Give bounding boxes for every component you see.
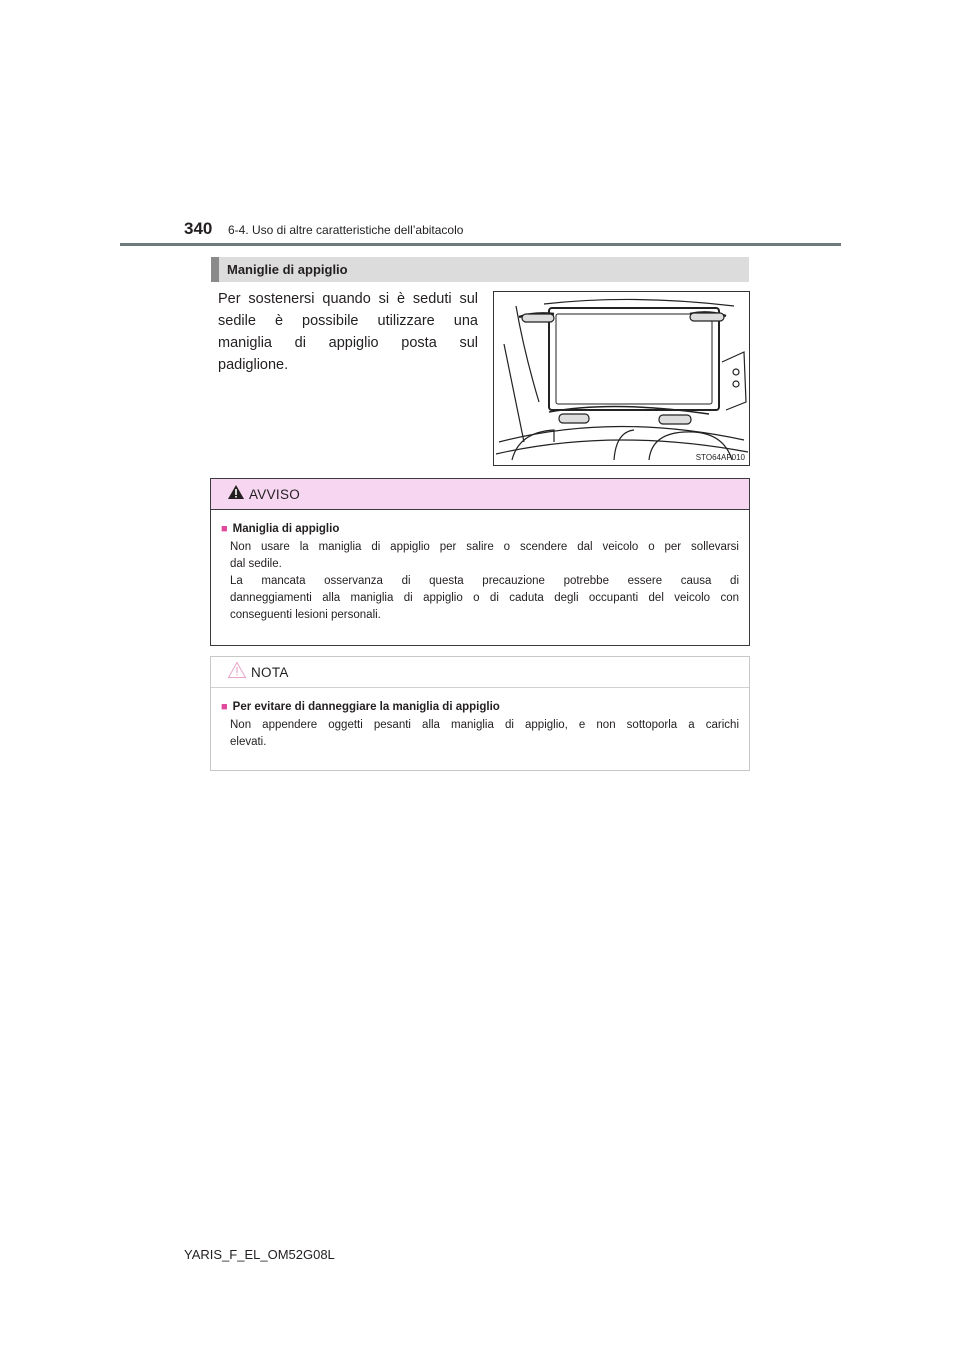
section-heading: Maniglie di appiglio bbox=[211, 257, 749, 282]
header-rule bbox=[120, 243, 841, 246]
section-reference: 6-4. Uso di altre caratteristiche dell’abitacolo bbox=[228, 223, 464, 237]
warning-line: Non usare la maniglia di appiglio per salire o scendere dal veicolo o per sollevarsi bbox=[230, 541, 739, 553]
nota-item-title: Per evitare di danneggiare la maniglia di appiglio bbox=[232, 701, 500, 713]
nota-line: Non appendere oggetti pesanti alla maniglia di appiglio, e non sottoporla a carichi bbox=[230, 719, 739, 731]
warning-item-title: Maniglia di appiglio bbox=[232, 523, 340, 535]
warning-line: dal sedile. bbox=[230, 558, 282, 570]
nota-body bbox=[211, 688, 749, 751]
warning-line: conseguenti lesioni personali. bbox=[230, 609, 381, 621]
nota-item-heading bbox=[221, 697, 739, 717]
intro-line: maniglia di appiglio posta sul bbox=[218, 335, 478, 351]
warning-header bbox=[211, 479, 749, 510]
warning-line: La mancata osservanza di questa precauzione potrebbe essere causa di bbox=[230, 575, 739, 587]
intro-line: padiglione. bbox=[218, 357, 289, 373]
warning-item-heading bbox=[221, 519, 739, 539]
nota-box bbox=[210, 656, 750, 771]
warning-box bbox=[210, 478, 750, 646]
warning-line: danneggiamenti alla maniglia di appiglio o di caduta degli occupanti del veicolo con bbox=[230, 592, 739, 604]
nota-line: elevati. bbox=[230, 736, 267, 748]
bullet-square-icon: ■ bbox=[221, 701, 228, 713]
bullet-square-icon: ■ bbox=[221, 523, 228, 535]
nota-text bbox=[230, 717, 739, 751]
warning-title: AVVISO bbox=[249, 486, 301, 502]
car-interior-roof-grab-handles bbox=[494, 292, 749, 465]
intro-text bbox=[218, 288, 478, 376]
intro-line: Per sostenersi quando si è seduti sul bbox=[218, 291, 478, 307]
caution-triangle-outline-icon bbox=[227, 661, 247, 684]
intro-line: sedile è possibile utilizzare una bbox=[218, 313, 478, 329]
warning-body bbox=[211, 510, 749, 624]
warning-text bbox=[230, 539, 739, 624]
footer-code: YARIS_F_EL_OM52G08L bbox=[184, 1247, 335, 1262]
nota-title: NOTA bbox=[251, 664, 289, 680]
illustration-code: STO64AP010 bbox=[695, 453, 745, 462]
nota-header bbox=[211, 657, 749, 688]
warning-triangle-icon bbox=[227, 484, 245, 505]
page-number: 340 bbox=[184, 219, 213, 238]
grab-handle-illustration bbox=[493, 291, 750, 466]
